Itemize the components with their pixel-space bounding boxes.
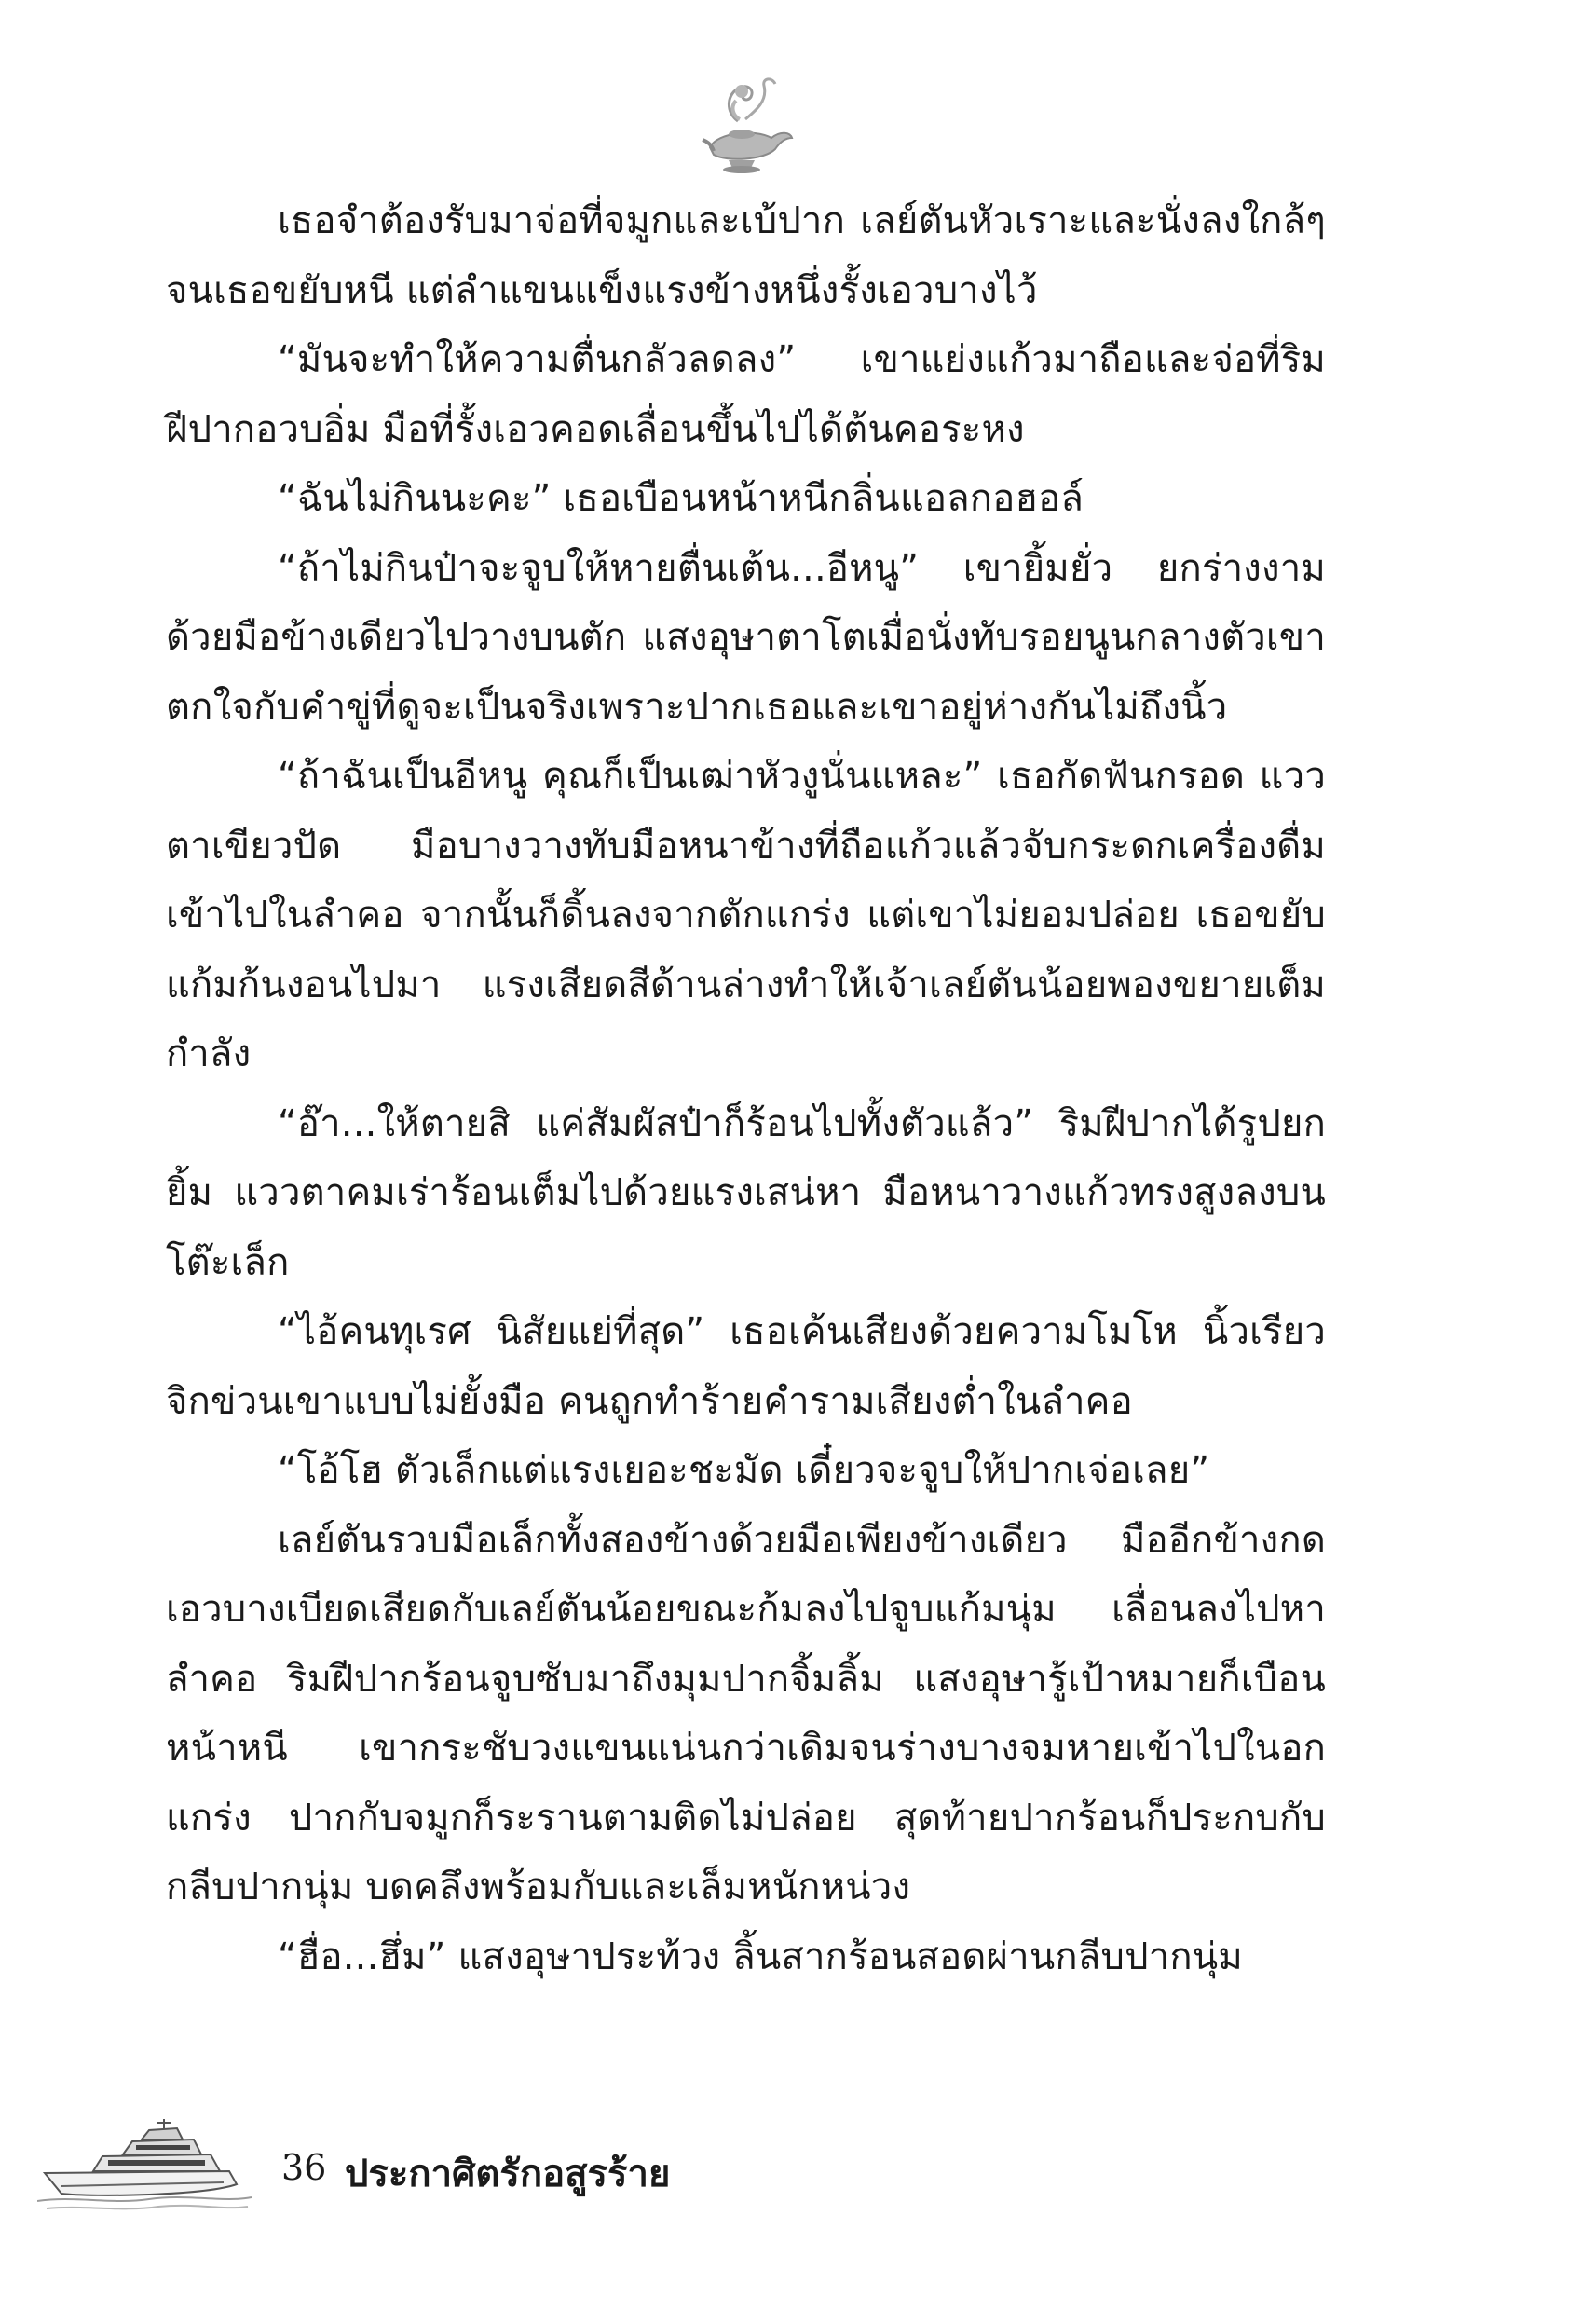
page-number: 36 — [281, 2147, 327, 2188]
yacht-icon — [37, 2115, 252, 2218]
paragraph: “ไอ้คนทุเรศ นิสัยแย่ที่สุด” เธอเค้นเสียงด้วยความโมโห นิ้วเรียวจิกข่วนเขาแบบไม่ยั้งมือ คนถูกทำร้ายคำรามเสียงต่ำในลำคอ — [166, 1310, 1326, 1423]
paragraph: “อ๊า...ให้ตายสิ แค่สัมผัสป๋าก็ร้อนไปทั้งตัวแล้ว” ริมฝีปากได้รูปยกยิ้ม แววตาคมเร่าร้อนเต็มไปด้วยแรงเสน่หา มือหนาวางแก้วทรงสูงลงบนโต๊ะเล็ก — [166, 1101, 1326, 1284]
paragraph: “มันจะทำให้ความตื่นกลัวลดลง” เขาแย่งแก้วมาถือและจ่อที่ริมฝีปากอวบอิ่ม มือที่รั้งเอวคอดเลื่อนขึ้นไปได้ต้นคอระหง — [166, 338, 1326, 451]
genie-lamp-icon — [689, 73, 801, 175]
paragraph: “ฉันไม่กินนะคะ” เธอเบือนหน้าหนีกลิ่นแอลกอฮอล์ — [278, 477, 1084, 520]
book-title: ประกาศิตรักอสูรร้าย — [345, 2153, 671, 2195]
paragraph: เลย์ตันรวบมือเล็กทั้งสองข้างด้วยมือเพียงข้างเดียว มืออีกข้างกดเอวบางเบียดเสียดกับเลย์ตันน้อยขณะก้มลงไปจูบแก้มนุ่ม เลื่อนลงไปหาลำคอ ริมฝีปากร้อนจูบซับมาถึงมุมปากจิ้มลิ้ม แสงอุษารู้เป้าหมายก็เบือนหน้าหนี เขากระชับวงแขนแน่นกว่าเดิมจนร่างบางจมหายเข้าไปในอกแกร่ง ปากกับจมูกก็ระรานตามติดไม่ปล่อย สุดท้ายปากร้อนก็ประกบกับกลีบปากนุ่ม บดคลึงพร้อมกับและเล็มหนักหน่วง — [166, 1518, 1326, 1908]
paragraph: “โอ้โฮ ตัวเล็กแต่แรงเยอะชะมัด เดี๋ยวจะจูบให้ปากเจ่อเลย” — [278, 1449, 1210, 1492]
paragraph: “ถ้าฉันเป็นอีหนู คุณก็เป็นเฒ่าหัวงูนั่นแหละ” เธอกัดฟันกรอด แววตาเขียวปัด มือบางวางทับมือหนาข้างที่ถือแก้วแล้วจับกระดกเครื่องดื่มเข้าไปในลำคอ จากนั้นก็ดิ้นลงจากตักแกร่ง แต่เขาไม่ยอมปล่อย เธอขยับแก้มก้นงอนไปมา แรงเสียดสีด้านล่างทำให้เจ้าเลย์ตันน้อยพองขยายเต็มกำลัง — [166, 755, 1326, 1075]
paragraph: “ถ้าไม่กินป๋าจะจูบให้หายตื่นเต้น...อีหนู” เขายิ้มยั่ว ยกร่างงามด้วยมือข้างเดียวไปวางบนตัก แสงอุษาตาโตเมื่อนั่งทับรอยนูนกลางตัวเขา ตกใจกับคำขู่ที่ดูจะเป็นจริงเพราะปากเธอและเขาอยู่ห่างกันไม่ถึงนิ้ว — [166, 546, 1326, 729]
page-footer — [37, 2115, 783, 2218]
paragraph: “ฮื่อ...ฮึ่ม” แสงอุษาประท้วง ลิ้นสากร้อนสอดผ่านกลีบปากนุ่ม — [278, 1935, 1243, 1978]
paragraph: เธอจำต้องรับมาจ่อที่จมูกและเบ้ปาก เลย์ตันหัวเราะและนั่งลงใกล้ๆ จนเธอขยับหนี แต่ลำแขนแข็งแรงข้างหนึ่งรั้งเอวบางไว้ — [166, 199, 1326, 312]
body-text — [166, 186, 1326, 1991]
